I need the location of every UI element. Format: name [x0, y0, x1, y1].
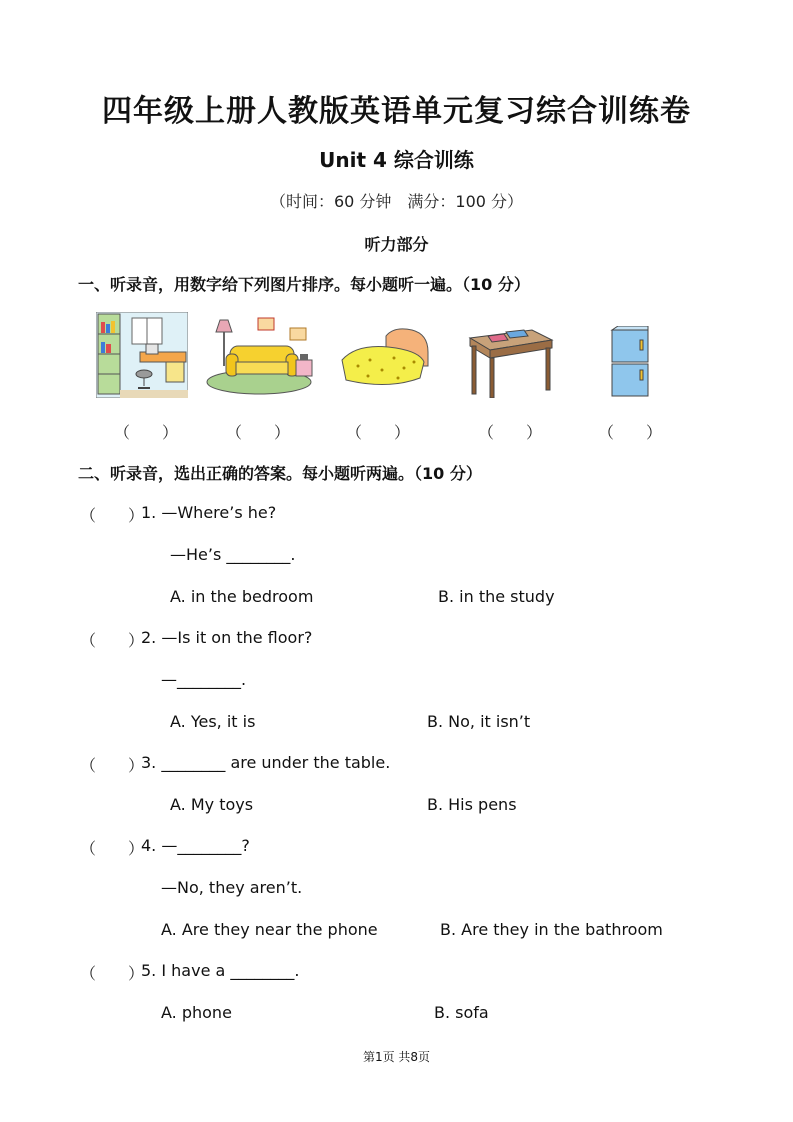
picture2-answer-blank[interactable]: （ ）	[226, 423, 291, 442]
q5-answer-blank[interactable]: （ ）	[80, 964, 145, 983]
q3-answer-blank[interactable]: （ ）	[80, 756, 145, 775]
living-room-sofa-icon	[204, 316, 314, 396]
page-title: 四年级上册人教版英语单元复习综合训练卷	[102, 94, 691, 129]
q2-answer-blank[interactable]: （ ）	[80, 631, 145, 650]
study-room-icon	[96, 312, 188, 398]
q1-option-a: A. in the bedroom	[170, 587, 314, 606]
q1-answer-blank[interactable]: （ ）	[80, 506, 145, 525]
q5-option-b: B. sofa	[434, 1003, 489, 1022]
q2-option-a: A. Yes, it is	[170, 712, 256, 731]
fridge-icon	[610, 326, 650, 400]
q4-option-b: B. Are they in the bathroom	[440, 920, 663, 939]
time-info: （时间：60 分钟 满分：100 分）	[269, 192, 524, 211]
desk-icon	[466, 322, 554, 398]
q3-option-a: A. My toys	[170, 795, 254, 814]
q2-line2: —________.	[161, 670, 247, 689]
section2-heading: 二、听录音，选出正确的答案。每小题听两遍。（10 分）	[78, 464, 482, 483]
unit-subtitle: Unit 4 综合训练	[319, 148, 474, 172]
picture4-answer-blank[interactable]: （ ）	[478, 423, 543, 442]
picture1-answer-blank[interactable]: （ ）	[114, 423, 179, 442]
q1-option-b: B. in the study	[438, 587, 555, 606]
picture5-answer-blank[interactable]: （ ）	[598, 423, 663, 442]
part-name: 听力部分	[364, 235, 429, 254]
q4-text: 4. —________?	[141, 836, 250, 855]
q4-answer-blank[interactable]: （ ）	[80, 839, 145, 858]
q3-text: 3. ________ are under the table.	[141, 753, 391, 772]
picture3-answer-blank[interactable]: （ ）	[346, 423, 411, 442]
q2-text: 2. —Is it on the floor?	[141, 628, 313, 647]
q1-text: 1. —Where’s he?	[141, 503, 277, 522]
q3-option-b: B. His pens	[427, 795, 517, 814]
bed-icon	[338, 326, 434, 390]
q2-option-b: B. No, it isn’t	[427, 712, 531, 731]
section1-heading: 一、听录音，用数字给下列图片排序。每小题听一遍。（10 分）	[78, 275, 530, 294]
page-number: 第1页 共8页	[362, 1050, 431, 1064]
q4-option-a: A. Are they near the phone	[161, 920, 378, 939]
q5-text: 5. I have a ________.	[141, 961, 300, 980]
q5-option-a: A. phone	[161, 1003, 232, 1022]
q1-line2: —He’s ________.	[170, 545, 296, 564]
q4-line2: —No, they aren’t.	[161, 878, 303, 897]
